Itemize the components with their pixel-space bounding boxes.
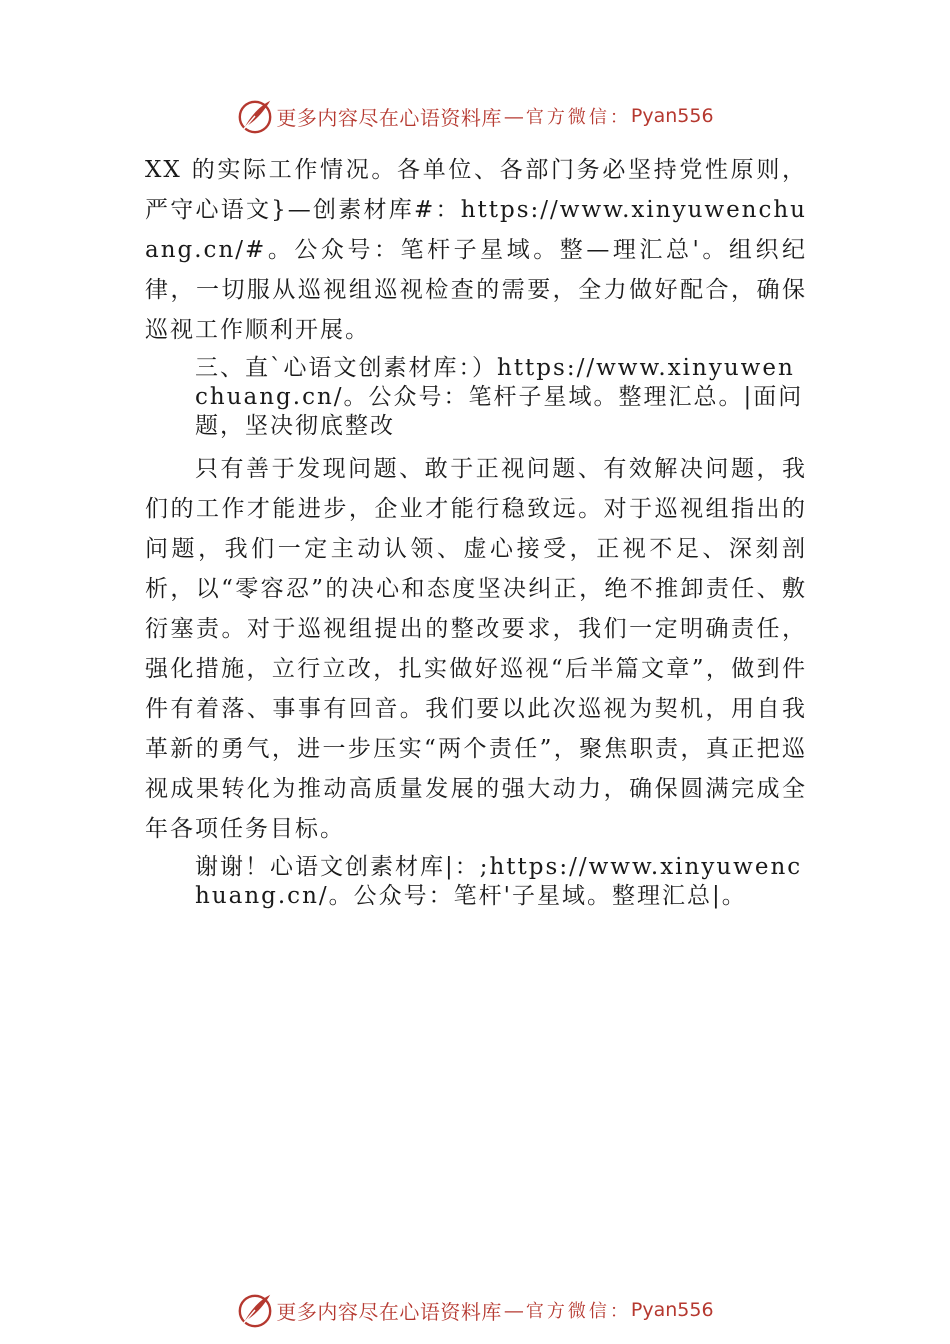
footer-banner <box>0 1288 950 1332</box>
brand-text: 更多内容尽在心语资料库 <box>276 105 502 130</box>
paragraph-1: XX 的实际工作情况。各单位、各部门务必坚持党性原则，严守心语文}—创素材库#：https://www.xinyuwenchuang.cn/#。公众号：笔杆子星域。整—理汇总'。组织纪律，一切服从巡视组巡视检查的需要，全力做好配合，确保巡视工作顺利开展。 <box>145 157 807 343</box>
wechat-id: Pyan556 <box>630 105 714 127</box>
wechat-id: Pyan556 <box>630 1299 714 1321</box>
banner-separator: — <box>503 104 524 128</box>
banner-separator: — <box>503 1298 524 1322</box>
section-heading-3: 三、直`心语文创素材库：）https://www.xinyuwenchuang.cn/。公众号：笔杆子星域。整理汇总。|面问题，坚决彻底整改 <box>195 355 804 439</box>
closing-line: 谢谢！心语文创素材库|：;https://www.xinyuwenchuang.cn/。公众号：笔杆'子星域。整理汇总|。 <box>195 854 803 909</box>
official-label: 官方微信： <box>525 107 631 128</box>
paragraph-2: 只有善于发现问题、敢于正视问题、有效解决问题，我们的工作才能进步，企业才能行稳致远。对于巡视组指出的问题，我们一定主动认领、虚心接受，正视不足、深刻剖析，以“零容忍”的决心和态度坚决纠正，绝不推卸责任、敷衍塞责。对于巡视组提出的整改要求，我们一定明确责任，强化措施，立行立改，扎实做好巡视“后半篇文章”，做到件件有着落、事事有回音。我们要以此次巡视为契机，用自我革新的勇气，进一步压实“两个责任”，聚焦职责，真正把巡视成果转化为推动高质量发展的强大动力，确保圆满完成全年各项任务目标。 <box>145 456 807 842</box>
quill-logo-icon <box>236 1291 274 1329</box>
brand-text: 更多内容尽在心语资料库 <box>276 1299 502 1324</box>
official-label: 官方微信： <box>525 1301 631 1322</box>
quill-logo-icon <box>236 97 274 135</box>
document-body <box>145 150 807 919</box>
header-banner <box>0 94 950 138</box>
